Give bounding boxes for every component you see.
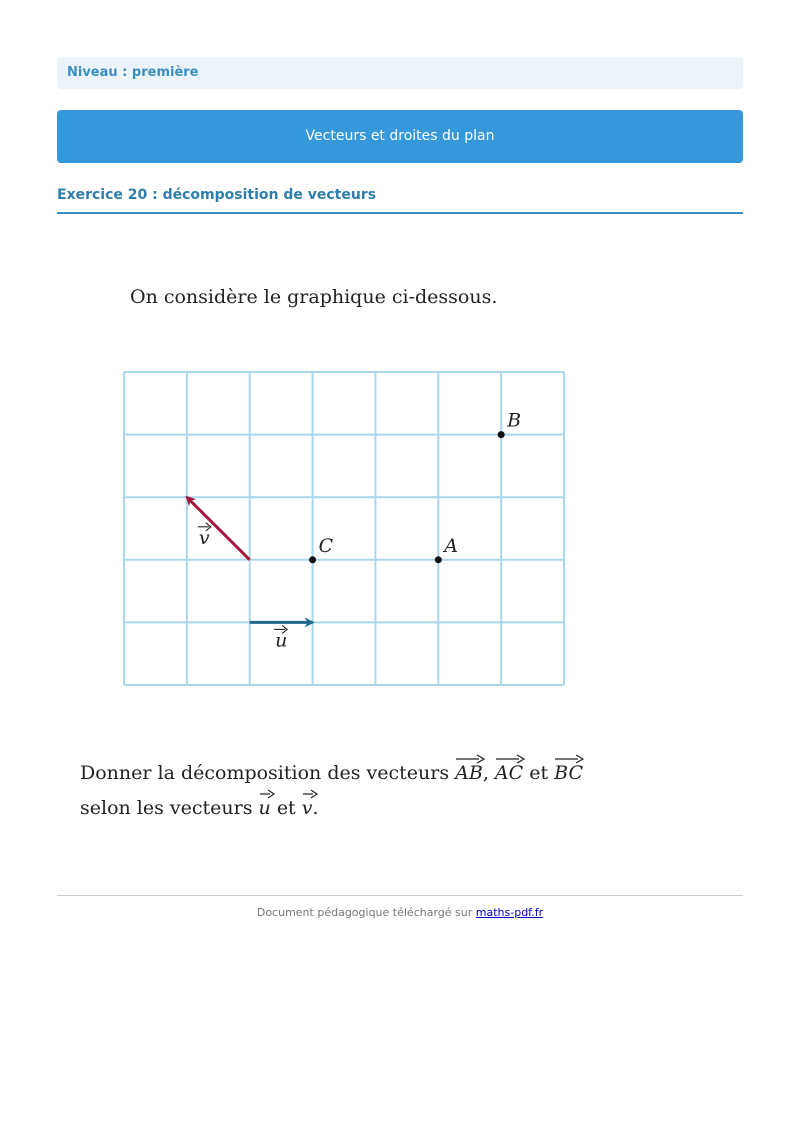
footer-divider <box>57 895 743 896</box>
point-A <box>435 556 442 563</box>
statement-text: On considère le graphique ci-dessous. <box>130 286 498 308</box>
vector-v-label: v <box>198 526 210 549</box>
footer-link[interactable]: maths-pdf.fr <box>475 906 544 919</box>
and-word: et <box>276 797 296 819</box>
vector-bc <box>554 754 583 789</box>
point-B-label: B <box>507 409 522 432</box>
point-C <box>309 556 316 563</box>
vector-bc-label: BC <box>554 762 584 784</box>
question-text <box>80 754 583 824</box>
point-B <box>498 431 505 438</box>
point-A-label: A <box>444 534 459 557</box>
vector-ab-label: AB <box>455 762 483 784</box>
question-line-2 <box>80 789 583 824</box>
arrow-icon <box>302 789 318 799</box>
question-basis-text: selon les vecteurs <box>80 797 253 819</box>
vector-v-label: v <box>301 797 313 819</box>
and-word: et <box>529 762 549 784</box>
exercise-title: Exercice 20 : décomposition de vecteurs <box>57 186 743 214</box>
vector-u <box>259 789 271 824</box>
question-intro: Donner la décomposition des vecteurs <box>80 762 450 784</box>
footer <box>0 906 800 919</box>
vector-v <box>302 789 313 824</box>
grid-lines <box>124 372 564 685</box>
comma: , <box>482 762 489 784</box>
arrow-icon <box>259 789 275 799</box>
chapter-title-banner: Vecteurs et droites du plan <box>57 110 743 163</box>
point-C-label: C <box>318 534 334 557</box>
vector-v-arrow <box>187 497 250 560</box>
vector-u-label: u <box>275 629 288 652</box>
arrow-icon <box>455 754 485 764</box>
footer-text: Document pédagogique téléchargé sur <box>256 906 473 919</box>
level-banner: Niveau : première <box>57 57 743 89</box>
vector-ac-label: AC <box>494 762 524 784</box>
points <box>309 410 521 564</box>
arrow-icon <box>554 754 584 764</box>
arrow-icon <box>495 754 525 764</box>
vector-u-label: u <box>258 797 271 819</box>
period: . <box>312 797 319 819</box>
vector-ab <box>455 754 483 789</box>
vector-ac <box>495 754 523 789</box>
question-line-1 <box>80 754 583 789</box>
